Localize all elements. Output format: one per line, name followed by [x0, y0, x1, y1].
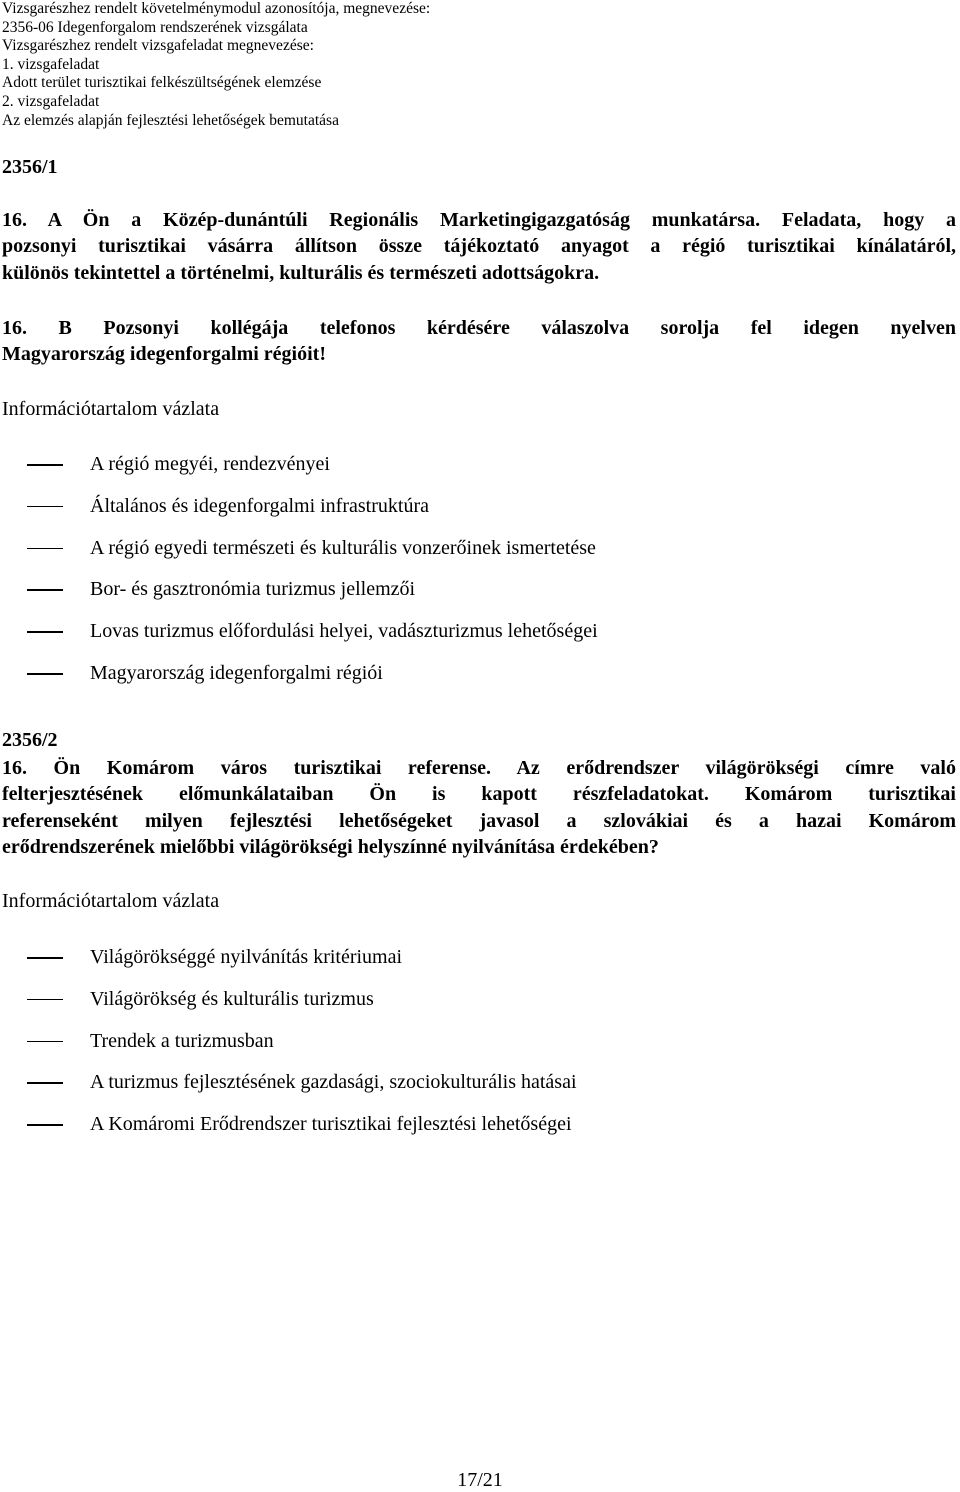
- task-line: különös tekintettel a történelmi, kulturális és természeti adottságokra.: [2, 261, 600, 284]
- outline-list: [2, 452, 902, 703]
- dash-bullet-icon: [27, 631, 63, 633]
- outline-list: [2, 945, 902, 1154]
- dash-bullet-icon: [27, 957, 63, 959]
- list-item: Lovas turizmus előfordulási helyei, vadászturizmus lehetőségei: [2, 619, 902, 661]
- dash-bullet-icon: [27, 1082, 63, 1084]
- task-16a: [2, 207, 956, 286]
- dash-bullet-icon: [27, 1124, 63, 1126]
- list-item: Bor- és gasztronómia turizmus jellemzői: [2, 577, 902, 619]
- task-line: referenseként milyen fejlesztési lehetőségeket javasol a szlovákiai és a hazai Komárom: [2, 809, 956, 832]
- dash-bullet-icon: [27, 999, 63, 1001]
- dash-bullet-icon: [27, 1041, 63, 1043]
- task-line: 16. Ön Komárom város turisztikai referense. Az erődrendszer világörökségi címre való: [2, 757, 956, 779]
- header-line: Adott terület turisztikai felkészültségének elemzése: [2, 74, 322, 92]
- task-line: pozsonyi turisztikai vásárra állítson össze tájékoztató anyagot a régió turisztikai kínálatáról,: [2, 235, 956, 258]
- header-line: 1. vizsgafeladat: [2, 55, 100, 73]
- list-item: A régió megyéi, rendezvényei: [2, 452, 902, 494]
- list-item: Világörökséggé nyilvánítás kritériumai: [2, 945, 902, 987]
- section-code: 2356/2: [2, 729, 58, 751]
- dash-bullet-icon: [27, 506, 63, 508]
- list-item: A régió egyedi természeti és kulturális vonzerőinek ismertetése: [2, 536, 902, 578]
- dash-bullet-icon: [27, 548, 63, 550]
- header-line: Vizsgarészhez rendelt követelménymodul azonosítója, megnevezése:: [2, 0, 431, 17]
- exam-header: [2, 0, 942, 130]
- task-line: erődrendszerének mielőbbi világörökségi helyszínné nyilvánítása érdekében?: [2, 835, 659, 858]
- section-code: 2356/1: [2, 156, 58, 178]
- dash-bullet-icon: [27, 589, 63, 591]
- dash-bullet-icon: [27, 673, 63, 675]
- list-item: A turizmus fejlesztésének gazdasági, szociokulturális hatásai: [2, 1070, 902, 1112]
- dash-bullet-icon: [27, 464, 63, 466]
- task-16b: [2, 315, 956, 368]
- task-line: 16. A Ön a Közép-dunántúli Regionális Marketingigazgatóság munkatársa. Feladata, hogy a: [2, 209, 956, 231]
- list-item: A Komáromi Erődrendszer turisztikai fejlesztési lehetőségei: [2, 1112, 902, 1154]
- task-line: Magyarország idegenforgalmi régióit!: [2, 343, 326, 366]
- header-line: 2. vizsgafeladat: [2, 92, 100, 110]
- task-line: 16. B Pozsonyi kollégája telefonos kérdésére válaszolva sorolja fel idegen nyelven: [2, 317, 956, 339]
- list-item: Trendek a turizmusban: [2, 1029, 902, 1071]
- list-item: Világörökség és kulturális turizmus: [2, 987, 902, 1029]
- outline-title: Információtartalom vázlata: [2, 890, 220, 912]
- outline-title: Információtartalom vázlata: [2, 398, 220, 420]
- page-number: 17/21: [457, 1469, 503, 1491]
- task-16: [2, 755, 956, 860]
- header-line: Az elemzés alapján fejlesztési lehetőségek bemutatása: [2, 111, 339, 129]
- list-item: Általános és idegenforgalmi infrastruktúra: [2, 494, 902, 536]
- header-line: Vizsgarészhez rendelt vizsgafeladat megnevezése:: [2, 37, 314, 55]
- task-line: felterjesztésének előmunkálataiban Ön is kapott részfeladatokat. Komárom turisztikai: [2, 783, 956, 806]
- header-line: 2356-06 Idegenforgalom rendszerének vizsgálata: [2, 18, 308, 36]
- list-item: Magyarország idegenforgalmi régiói: [2, 661, 902, 703]
